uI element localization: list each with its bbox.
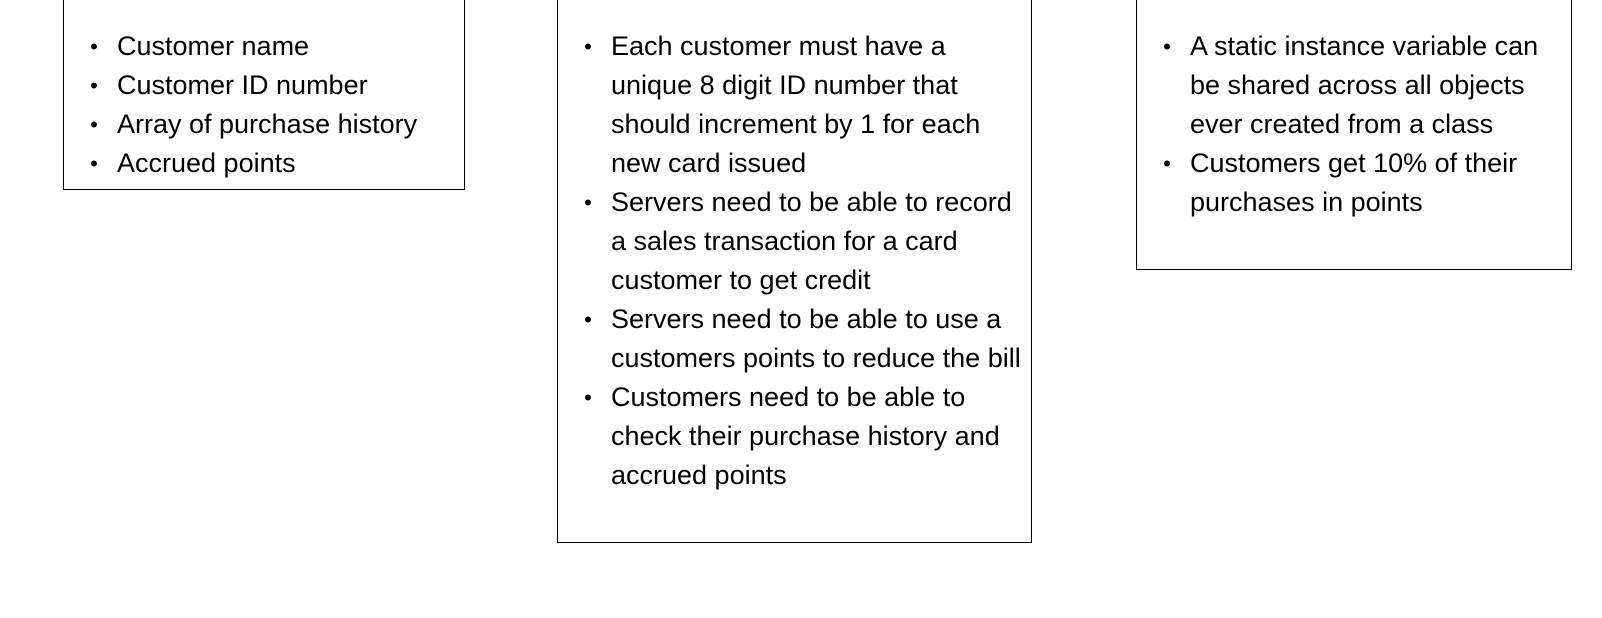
list-item — [584, 183, 1021, 300]
bullet-icon: • — [584, 385, 592, 410]
bullet-icon: • — [90, 151, 98, 176]
list-item — [90, 27, 462, 66]
bullet-icon: • — [1163, 34, 1171, 59]
list-item-text: Each customer must have a unique 8 digit ID number that should increment by 1 for each new card issued — [611, 31, 981, 178]
list-item — [1163, 27, 1560, 144]
bullet-icon: • — [90, 112, 98, 137]
attributes-box — [63, 0, 465, 190]
list-item-text: Accrued points — [117, 148, 296, 178]
attributes-list — [90, 27, 462, 183]
notes-box — [1136, 0, 1572, 270]
list-item — [90, 66, 462, 105]
list-item-text: Customer ID number — [117, 70, 368, 100]
bullet-icon: • — [90, 34, 98, 59]
requirements-box — [557, 0, 1032, 543]
list-item-text: Array of purchase history — [117, 109, 418, 139]
bullet-icon: • — [584, 190, 592, 215]
bullet-icon: • — [1163, 151, 1171, 176]
list-item-text: Customers need to be able to check their purchase history and accrued points — [611, 382, 1000, 490]
bullet-icon: • — [584, 34, 592, 59]
requirements-list — [584, 27, 1021, 495]
bullet-icon: • — [584, 307, 592, 332]
notes-list — [1163, 27, 1560, 222]
bullet-icon: • — [90, 73, 98, 98]
list-item-text: Servers need to be able to use a customers points to reduce the bill — [611, 304, 1021, 373]
list-item — [584, 27, 1021, 183]
list-item — [90, 105, 462, 144]
list-item — [90, 144, 462, 183]
list-item — [584, 300, 1021, 378]
list-item — [1163, 144, 1560, 222]
list-item — [584, 378, 1021, 495]
list-item-text: Servers need to be able to record a sales transaction for a card customer to get credit — [611, 187, 1012, 295]
list-item-text: Customers get 10% of their purchases in points — [1190, 148, 1518, 217]
list-item-text: A static instance variable can be shared across all objects ever created from a class — [1190, 31, 1539, 139]
list-item-text: Customer name — [117, 31, 310, 61]
